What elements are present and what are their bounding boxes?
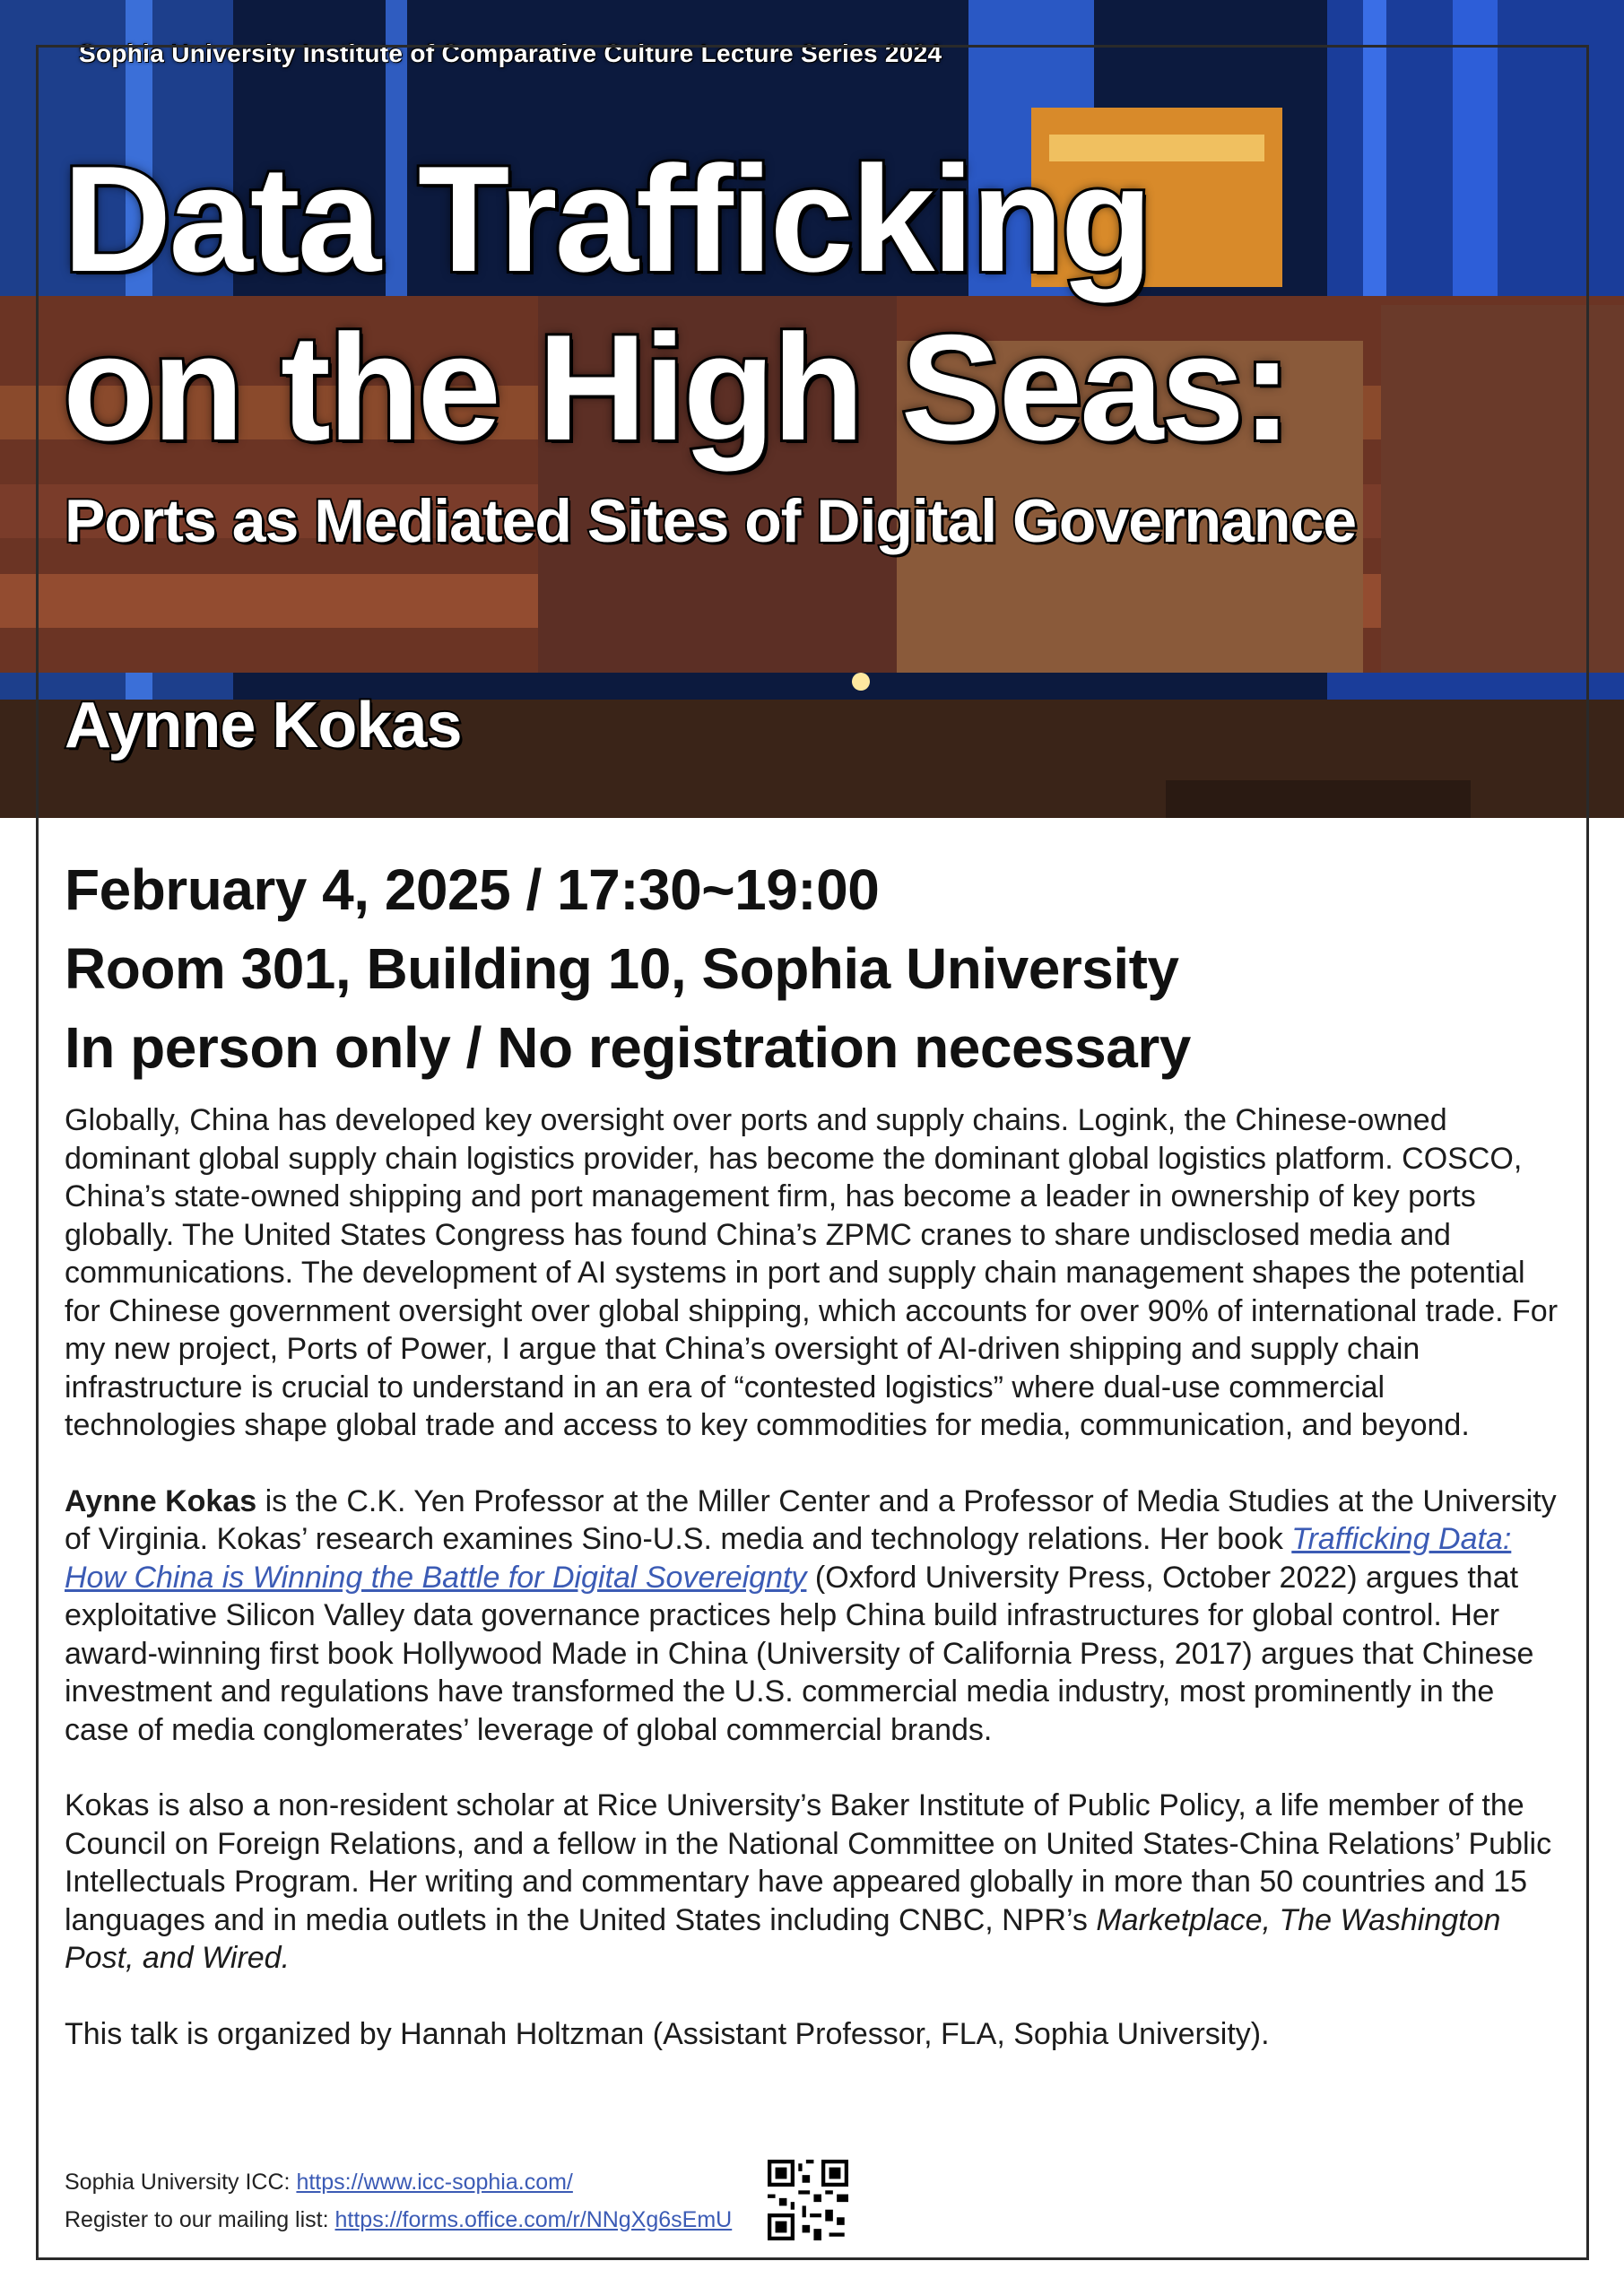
book-link[interactable]: Trafficking Data: How China is Winning the Battle for Digital Sovereignty: [65, 1522, 1512, 1595]
poster-body: [65, 1101, 1562, 2091]
bio-text-a: is the C.K. Yen Professor at the Miller Center and a Professor of Media Studies at the University of Virginia. Kokas’ research examines Sino-U.S. media and technology relations. Her book: [65, 1483, 1557, 1556]
bio-text-b: (Oxford University Press, October 2022) argues that exploitative Silicon Valley data governance practices help China build infrastructures for global control. Her award-winning first book Hollywood Made in China (University of California Press, 2017) argues that Chinese investment and regulations have transformed the U.S. commercial media industry, most prominently in the case of media conglomerates’ leverage of global commercial brands.: [65, 1560, 1534, 1747]
footer-icc-line: [65, 2163, 732, 2201]
event-datetime: February 4, 2025 / 17:30~19:00: [65, 857, 880, 922]
mailing-list-link[interactable]: https://forms.office.com/r/NNgXg6sEmU: [334, 2207, 733, 2232]
footer-mail-line: [65, 2201, 732, 2239]
icc-label: Sophia University ICC:: [65, 2170, 297, 2195]
speaker-name: Aynne Kokas: [65, 690, 462, 761]
bio2-text: Kokas is also a non-resident scholar at Rice University’s Baker Institute of Public Policy, a life member of the Council on Foreign Relations, and a fellow in the National Committee on United States-China Relations’ Public Intellectuals Program. Her writing and commentary have appeared globally in more than 50 countries and 15 languages and in media outlets in the United States including CNBC, NPR’s: [65, 1788, 1552, 1937]
footer: [65, 2163, 732, 2239]
organizer-note: This talk is organized by Hannah Holtzman (Assistant Professor, FLA, Sophia University).: [65, 2016, 1270, 2051]
event-location: Room 301, Building 10, Sophia University: [65, 936, 1179, 1001]
title-line-2: on the High Seas:: [63, 303, 1290, 472]
event-attendance: In person only / No registration necessary: [65, 1015, 1191, 1080]
title-line-1: Data Trafficking: [63, 135, 1151, 303]
icc-link[interactable]: https://www.icc-sophia.com/: [296, 2170, 573, 2195]
abstract-paragraph: Globally, China has developed key oversight over ports and supply chains. Logink, the Chinese-owned dominant global supply chain logistics provider, has become the dominant global logistics platform. COSCO, China’s state-owned shipping and port management firm, has become a leader in ownership of key ports globally. The United States Congress has found China’s ZPMC cranes to share undisclosed media and communications. The development of AI systems in port and supply chain management shapes the potential for Chinese government oversight over global shipping, which accounts for over 90% of international trade. For my new project, Ports of Power, I argue that China’s oversight of AI-driven shipping and supply chain infrastructure is crucial to understand in an era of “contested logistics” where dual-use commercial technologies shape global trade and access to key commodities for media, communication, and beyond.: [65, 1103, 1559, 1442]
bio2-italic-outlets: Marketplace, The Washington Post, and Wired.: [65, 1902, 1501, 1975]
bio-paragraph-2: [65, 1787, 1562, 1978]
bio-paragraph-1: [65, 1483, 1562, 1750]
event-details: [65, 850, 1191, 1087]
bio-name: Aynne Kokas: [65, 1483, 257, 1518]
lecture-series-label: Sophia University Institute of Comparative Culture Lecture Series 2024: [79, 39, 942, 67]
mailing-label: Register to our mailing list:: [65, 2207, 335, 2232]
event-subtitle: Ports as Mediated Sites of Digital Governance: [65, 487, 1357, 555]
qr-code-icon[interactable]: [768, 2160, 848, 2240]
